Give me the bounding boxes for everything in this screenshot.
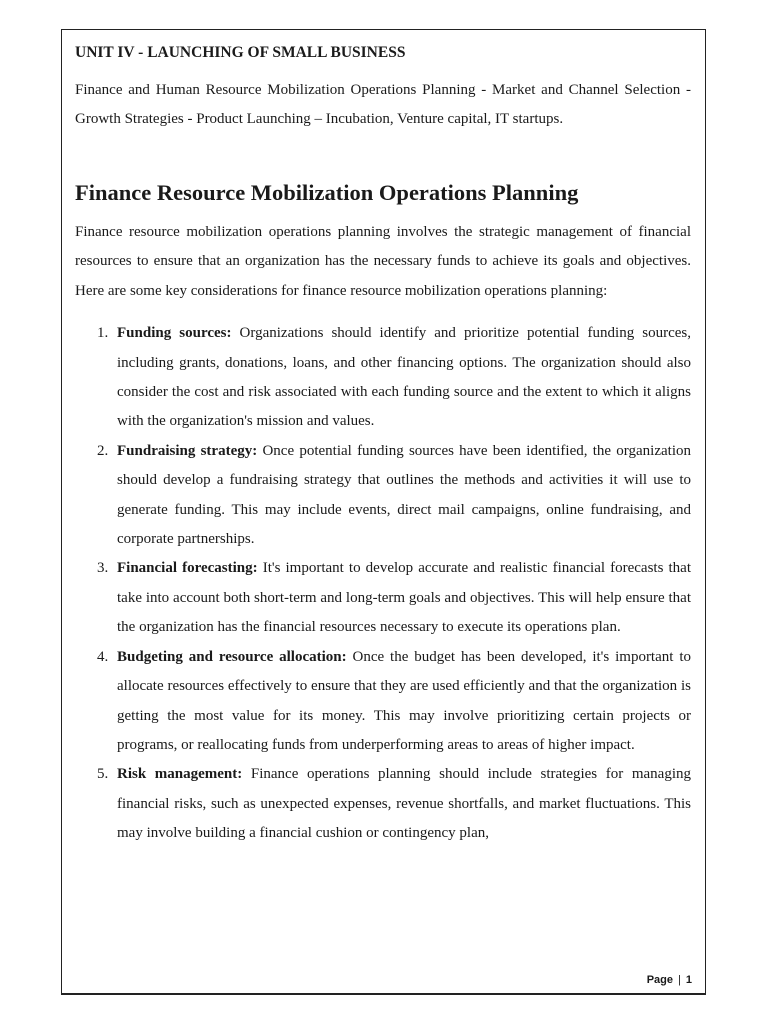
list-term: Fundraising strategy: — [117, 442, 258, 459]
considerations-list — [75, 319, 691, 848]
list-text: Organizations should identify and prioritize potential funding sources, including grants, donations, loans, and other financing options. The organization should also consider the cost and risk associated with each funding source and the extent to which it aligns with the organization's mission and values. — [117, 325, 692, 430]
list-number: 3. — [97, 560, 109, 577]
list-item-financial-forecasting — [75, 554, 691, 642]
list-text: Once potential funding sources have been identified, the organization should develop a fundraising strategy that outlines the methods and activities it will use to generate funding. This may include events, direct mail campaigns, online fundraising, and corporate partnerships. — [117, 442, 691, 548]
list-text: Finance operations planning should include strategies for managing financial risks, such as unexpected expenses, revenue shortfalls, and market fluctuations. This may involve building a financial cushion or contingency plan, — [117, 766, 691, 842]
list-number: 4. — [97, 648, 109, 665]
document-body — [75, 40, 691, 849]
list-term: Budgeting and resource allocation: — [117, 648, 347, 665]
list-text: Once the budget has been developed, it's important to allocate resources effectively to ensure that they are used efficiently and that the organization is getting the most value for its money. This may involve prioritizing certain projects or programs, or reallocating funds from underperforming areas to areas of higher impact. — [117, 648, 691, 753]
list-number: 2. — [97, 442, 109, 459]
list-term: Financial forecasting: — [117, 560, 258, 577]
intro-paragraph: Finance resource mobilization operations planning involves the strategic management of financial resources to ensure that an organization has the necessary funds to achieve its goals and objectives. Here are some key considerations for finance resource mobilization operations planning: — [75, 224, 691, 299]
section-heading: Finance Resource Mobilization Operations Planning — [75, 180, 579, 205]
list-text: It's important to develop accurate and realistic financial forecasts that take into account both short-term and long-term goals and objectives. This will help ensure that the organization has the financial resources necessary to execute its operations plan. — [117, 560, 692, 636]
list-number: 5. — [97, 766, 109, 783]
list-item-funding-sources — [75, 319, 691, 437]
list-item-fundraising-strategy — [75, 437, 691, 555]
list-number: 1. — [97, 325, 109, 342]
list-term: Risk management: — [117, 766, 243, 783]
list-item-budgeting — [75, 643, 691, 761]
unit-topics: Finance and Human Resource Mobilization Operations Planning - Market and Channel Selection - Growth Strategies - Product Launching – Incubation, Venture capital, IT startups. — [75, 82, 691, 127]
page-number: 1 — [685, 974, 692, 986]
list-term: Funding sources: — [117, 325, 232, 342]
page-label: Page — [646, 974, 674, 986]
unit-title: UNIT IV - LAUNCHING OF SMALL BUSINESS — [75, 44, 406, 61]
list-item-risk-management — [75, 760, 691, 848]
page-separator: | — [678, 974, 681, 986]
page-footer — [647, 974, 692, 986]
